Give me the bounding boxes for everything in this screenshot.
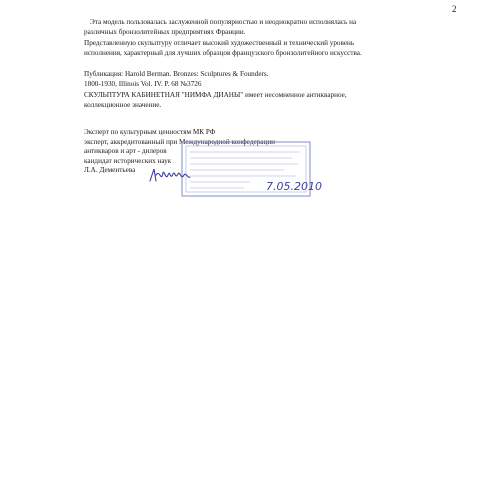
- expert-line: кандидат исторических наук: [84, 156, 172, 165]
- text-line: 1800-1930, Illinois Vol. IV. P. 68 №3726: [84, 79, 202, 88]
- expert-line: Л.А. Дементьева: [84, 166, 136, 175]
- paragraph-conclusion: [84, 91, 406, 110]
- handwritten-signature: [148, 165, 192, 192]
- official-stamp: [180, 140, 322, 198]
- text-line: Публикация: Harold Berman. Bronzes: Sculptures & Founders.: [84, 70, 269, 78]
- text-line: Эта модель пользовалась заслуженной популярностью и неоднократно исполнялась на: [90, 18, 357, 26]
- signature-graphic: [148, 165, 192, 187]
- expert-line: Эксперт по культурным ценностям МК РФ: [84, 128, 216, 136]
- expert-line: антикваров и арт - дилеров: [84, 147, 167, 156]
- stamp-graphic: [180, 140, 322, 198]
- paragraph-publication: [84, 70, 406, 89]
- paragraph-sculpture-quality: [84, 39, 406, 58]
- expert-line: эксперт, аккредитованный при Международной конфедерации: [84, 137, 276, 146]
- text-line: Представленную скульптуру отличает высокий художественный и технический уровень: [84, 39, 355, 47]
- text-line: исполнения, характерный для лучших образцов французского бронзолитейного искусства.: [84, 48, 362, 57]
- text-line: различных бронзолитейных предприятиях Франции.: [84, 27, 246, 36]
- text-line: СКУЛЬПТУРА КАБИНЕТНАЯ "НИМФА ДИАНЫ" имеет несомненное антикварное,: [84, 91, 347, 99]
- paragraph-model-popularity: [84, 18, 406, 37]
- text-line: коллекционное значение.: [84, 100, 162, 109]
- stamp-date: 7.05.2010: [266, 180, 322, 193]
- page-number: 2: [452, 4, 457, 14]
